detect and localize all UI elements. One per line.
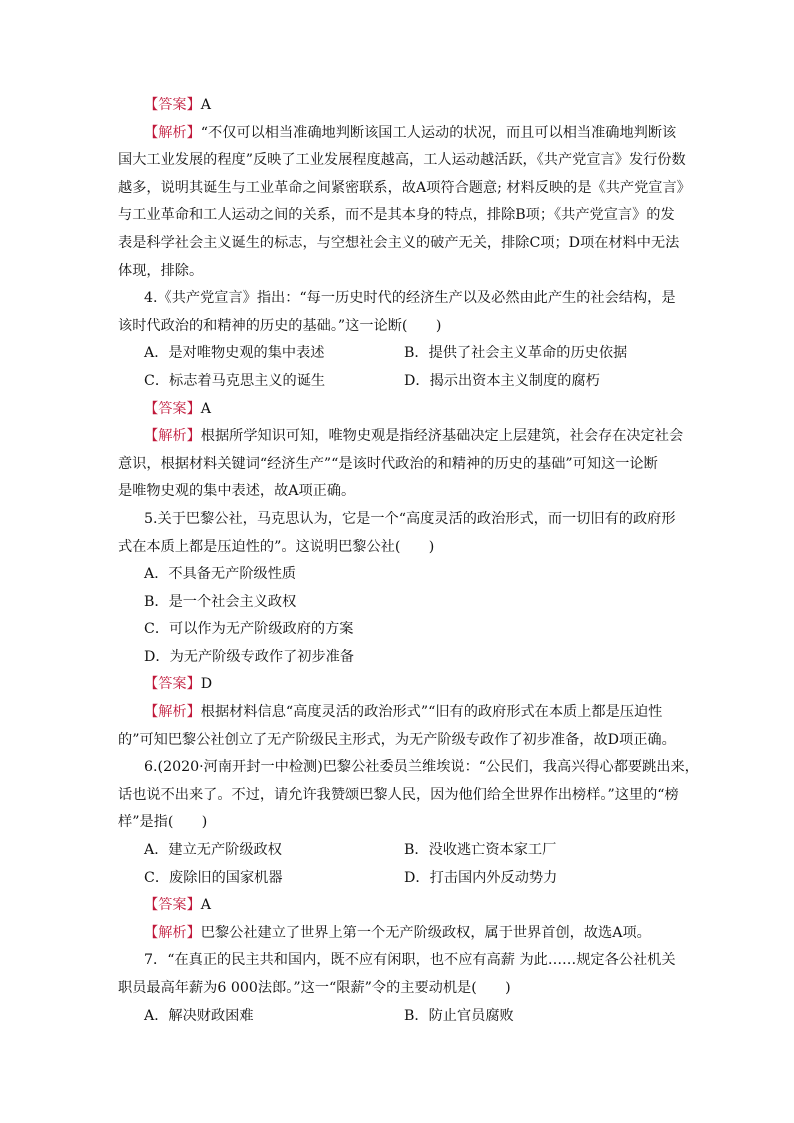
option-d: D．打击国内外反动势力 bbox=[404, 869, 558, 886]
analysis-line: 的”可知巴黎公社创立了无产阶级民主形式，为无产阶级专政作了初步准备，故D项正确。 bbox=[118, 731, 676, 748]
analysis-line: 是唯物史观的集中表述，故A项正确。 bbox=[118, 483, 356, 500]
option-a: A．不具备无产阶级性质 bbox=[144, 566, 297, 583]
answer-line bbox=[118, 92, 678, 120]
question-stem: 样”是指( ) bbox=[118, 814, 208, 831]
answer-tag: 【答案】 bbox=[144, 897, 201, 914]
answer-value: A bbox=[200, 897, 212, 914]
question-stem: 职员最高年薪为6 000法郎。”这一“限薪”令的主要动机是( ) bbox=[118, 980, 511, 996]
analysis-line: 【解析】根据材料信息“高度灵活的政治形式”“旧有的政府形式在本质上都是压迫性 bbox=[144, 704, 663, 721]
option-c: C．标志着马克思主义的诞生 bbox=[144, 372, 326, 389]
answer-value: D bbox=[200, 676, 213, 693]
analysis-line: 越多，说明其诞生与工业革命之间紧密联系，故A项符合题意; 材料反映的是《共产党宣言》 bbox=[118, 179, 691, 196]
answer-value: A bbox=[200, 97, 212, 113]
question-stem: 4.《共产党宣言》指出：“每一历史时代的经济生产以及必然由此产生的社会结构，是 bbox=[144, 290, 676, 307]
answer-tag: 【答案】 bbox=[144, 676, 201, 693]
analysis-line: 国大工业发展的程度”反映了工业发展程度越高，工人运动越活跃，《共产党宣言》发行份数 bbox=[118, 152, 686, 169]
analysis-line: 表是科学社会主义诞生的标志，与空想社会主义的破产无关，排除C项；D项在材料中无法 bbox=[118, 234, 680, 251]
option-b: B．没收逃亡资本家工厂 bbox=[404, 842, 557, 859]
option-a: A．建立无产阶级政权 bbox=[144, 842, 282, 859]
analysis-line: 与工业革命和工人运动之间的关系，而不是其本身的特点，排除B项；《共产党宣言》的发 bbox=[118, 207, 675, 224]
option-b: B．防止官员腐败 bbox=[404, 1007, 514, 1024]
analysis-tag: 【解析】 bbox=[144, 704, 201, 721]
option-c: C．可以作为无产阶级政府的方案 bbox=[144, 621, 354, 638]
answer-tag: 【答案】 bbox=[144, 97, 201, 113]
analysis-line: 【解析】巴黎公社建立了世界上第一个无产阶级政权，属于世界首创，故选A项。 bbox=[144, 924, 651, 941]
analysis-tag: 【解析】 bbox=[144, 124, 201, 141]
option-a: A．是对唯物史观的集中表述 bbox=[144, 345, 325, 362]
option-a: A．解决财政困难 bbox=[144, 1007, 254, 1024]
option-row bbox=[118, 1003, 678, 1031]
answer-tag: 【答案】 bbox=[144, 400, 201, 417]
question-stem: 话也说不出来了。不过，请允许我赞颂巴黎人民，因为他们给全世界作出榜样。”这里的“榜 bbox=[118, 786, 679, 803]
analysis-line: 体现，排除。 bbox=[118, 262, 204, 279]
option-b: B．提供了社会主义革命的历史依据 bbox=[404, 345, 628, 362]
option-b: B．是一个社会主义政权 bbox=[144, 593, 297, 610]
analysis-line: 【解析】根据所学知识可知，唯物史观是指经济基础决定上层建筑，社会存在决定社会 bbox=[144, 428, 684, 445]
option-c: C．废除旧的国家机器 bbox=[144, 869, 283, 886]
question-stem: 式在本质上都是压迫性的”。这说明巴黎公社( ) bbox=[118, 538, 435, 555]
answer-line bbox=[118, 671, 678, 699]
question-stem: 5.关于巴黎公社，马克思认为，它是一个“高度灵活的政治形式，而一切旧有的政府形 bbox=[144, 510, 676, 527]
document-body bbox=[118, 92, 699, 1030]
answer-value: A bbox=[200, 400, 212, 417]
option-row bbox=[118, 837, 678, 865]
answer-line bbox=[118, 892, 678, 920]
option-row bbox=[118, 368, 678, 396]
option-row bbox=[118, 340, 678, 368]
question-stem: 7．“在真正的民主共和国内，既不应有闲职，也不应有高薪 为此……规定各公社机关 bbox=[144, 952, 676, 969]
question-stem: 该时代政治的和精神的历史的基础。”这一论断( ) bbox=[118, 317, 442, 334]
option-d: D．揭示出资本主义制度的腐朽 bbox=[404, 372, 600, 389]
analysis-tag: 【解析】 bbox=[144, 924, 201, 941]
answer-line bbox=[118, 396, 678, 424]
question-stem: 6.(2020·河南开封一中检测)巴黎公社委员兰维埃说：“公民们，我高兴得心都要跳出来， bbox=[144, 759, 699, 776]
analysis-line: 【解析】“不仅可以相当准确地判断该国工人运动的状况，而且可以相当准确地判断该 bbox=[144, 124, 677, 141]
analysis-line: 意识，根据材料关键词“经济生产”“是该时代政治的和精神的历史的基础”可知这一论断 bbox=[118, 455, 658, 472]
analysis-tag: 【解析】 bbox=[144, 428, 201, 445]
option-row bbox=[118, 865, 678, 893]
option-d: D．为无产阶级专政作了初步准备 bbox=[144, 648, 355, 665]
